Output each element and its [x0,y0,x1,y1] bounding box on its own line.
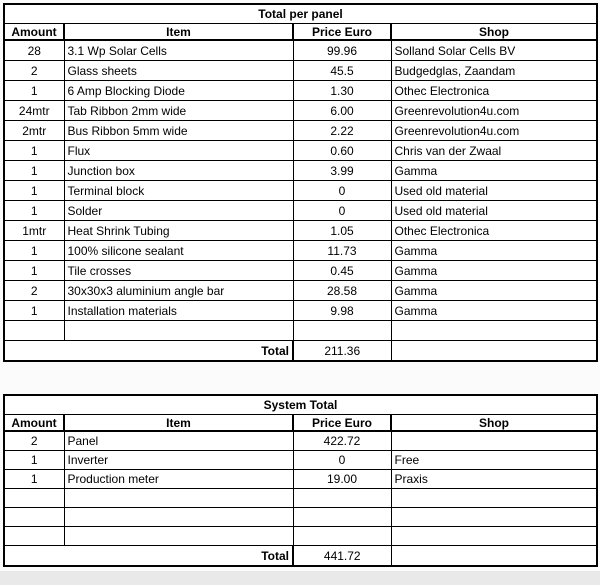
table-row [4,321,597,341]
item-cell: Bus Ribbon 5mm wide [64,121,293,141]
amount-cell: 1 [4,241,64,261]
amount-cell: 24mtr [4,101,64,121]
price-cell [293,527,391,546]
table-gap [3,362,600,394]
table-row [4,181,597,201]
item-cell: Tile crosses [64,261,293,281]
item-cell: Production meter [64,470,293,489]
table-header-row [4,24,597,41]
item-cell: 6 Amp Blocking Diode [64,81,293,101]
system-total-table [3,394,598,567]
price-cell [293,321,391,341]
shop-cell: Praxis [391,470,597,489]
item-cell: Terminal block [64,181,293,201]
amount-cell: 2 [4,61,64,81]
price-cell: 0.45 [293,261,391,281]
table-row [4,161,597,181]
shop-cell [391,321,597,341]
price-cell: 0.60 [293,141,391,161]
item-cell: Glass sheets [64,61,293,81]
shop-cell: Chris van der Zwaal [391,141,597,161]
total-label: Total [4,546,293,567]
shop-cell: Solland Solar Cells BV [391,40,597,61]
amount-cell: 2mtr [4,121,64,141]
table-row [4,261,597,281]
table-row [4,101,597,121]
price-cell [293,508,391,527]
total-per-panel-table [3,3,598,362]
item-cell: 100% silicone sealant [64,241,293,261]
item-cell: Solder [64,201,293,221]
item-cell [64,321,293,341]
total-value: 441.72 [293,546,391,567]
table-title-row [4,4,597,24]
shop-cell: Greenrevolution4u.com [391,101,597,121]
table-row [4,451,597,470]
column-header-shop: Shop [391,24,597,41]
amount-cell: 1 [4,201,64,221]
shop-cell: Free [391,451,597,470]
amount-cell [4,527,64,546]
price-cell: 99.96 [293,40,391,61]
table-row [4,40,597,61]
table-title: System Total [4,395,597,415]
shop-cell: Used old material [391,181,597,201]
table-row [4,201,597,221]
price-cell: 11.73 [293,241,391,261]
price-cell: 422.72 [293,431,391,451]
total-label: Total [4,341,293,362]
amount-cell: 2 [4,431,64,451]
item-cell: Panel [64,431,293,451]
column-header-amount: Amount [4,24,64,41]
price-cell: 0 [293,181,391,201]
shop-cell [391,489,597,508]
item-cell [64,508,293,527]
amount-cell: 1 [4,451,64,470]
price-cell: 6.00 [293,101,391,121]
amount-cell: 1 [4,161,64,181]
table-row [4,81,597,101]
shop-cell [391,527,597,546]
item-cell: Flux [64,141,293,161]
item-cell: Junction box [64,161,293,181]
shop-cell: Gamma [391,301,597,321]
item-cell [64,527,293,546]
table-row [4,489,597,508]
table-row [4,301,597,321]
amount-cell: 1 [4,301,64,321]
amount-cell [4,321,64,341]
amount-cell [4,508,64,527]
shop-cell: Gamma [391,161,597,181]
table-row [4,470,597,489]
amount-cell: 1 [4,470,64,489]
column-header-item: Item [64,415,293,432]
shop-cell: Greenrevolution4u.com [391,121,597,141]
price-cell: 28.58 [293,281,391,301]
table-row [4,431,597,451]
amount-cell: 28 [4,40,64,61]
amount-cell: 1 [4,81,64,101]
shop-cell: Used old material [391,201,597,221]
total-shop-cell [391,546,597,567]
price-cell: 19.00 [293,470,391,489]
total-value: 211.36 [293,341,391,362]
price-cell: 0 [293,201,391,221]
item-cell [64,489,293,508]
amount-cell: 2 [4,281,64,301]
item-cell: Installation materials [64,301,293,321]
price-cell: 2.22 [293,121,391,141]
price-cell: 1.05 [293,221,391,241]
item-cell: Tab Ribbon 2mm wide [64,101,293,121]
table-row [4,508,597,527]
shop-cell: Budgedglas, Zaandam [391,61,597,81]
column-header-item: Item [64,24,293,41]
total-row [4,341,597,362]
price-cell [293,489,391,508]
amount-cell: 1 [4,181,64,201]
column-header-amount: Amount [4,415,64,432]
table-row [4,221,597,241]
item-cell: Heat Shrink Tubing [64,221,293,241]
table-body [4,431,597,546]
item-cell: Inverter [64,451,293,470]
table-row [4,141,597,161]
table-row [4,281,597,301]
shop-cell: Gamma [391,261,597,281]
total-row [4,546,597,567]
item-cell: 3.1 Wp Solar Cells [64,40,293,61]
shop-cell: Othec Electronica [391,221,597,241]
price-cell: 1.30 [293,81,391,101]
column-header-price-euro: Price Euro [293,24,391,41]
column-header-price-euro: Price Euro [293,415,391,432]
shop-cell: Gamma [391,241,597,261]
table-row [4,121,597,141]
shop-cell: Gamma [391,281,597,301]
table-body [4,40,597,341]
table-row [4,241,597,261]
price-cell: 9.98 [293,301,391,321]
table-title-row [4,395,597,415]
column-header-shop: Shop [391,415,597,432]
amount-cell: 1 [4,141,64,161]
table-title: Total per panel [4,4,597,24]
amount-cell: 1mtr [4,221,64,241]
shop-cell [391,508,597,527]
price-cell: 0 [293,451,391,470]
price-cell: 45.5 [293,61,391,81]
bottom-strip [0,571,600,585]
amount-cell [4,489,64,508]
shop-cell: Othec Electronica [391,81,597,101]
total-shop-cell [391,341,597,362]
shop-cell [391,431,597,451]
table-row [4,61,597,81]
amount-cell: 1 [4,261,64,281]
price-cell: 3.99 [293,161,391,181]
table-row [4,527,597,546]
table-header-row [4,415,597,432]
item-cell: 30x30x3 aluminium angle bar [64,281,293,301]
